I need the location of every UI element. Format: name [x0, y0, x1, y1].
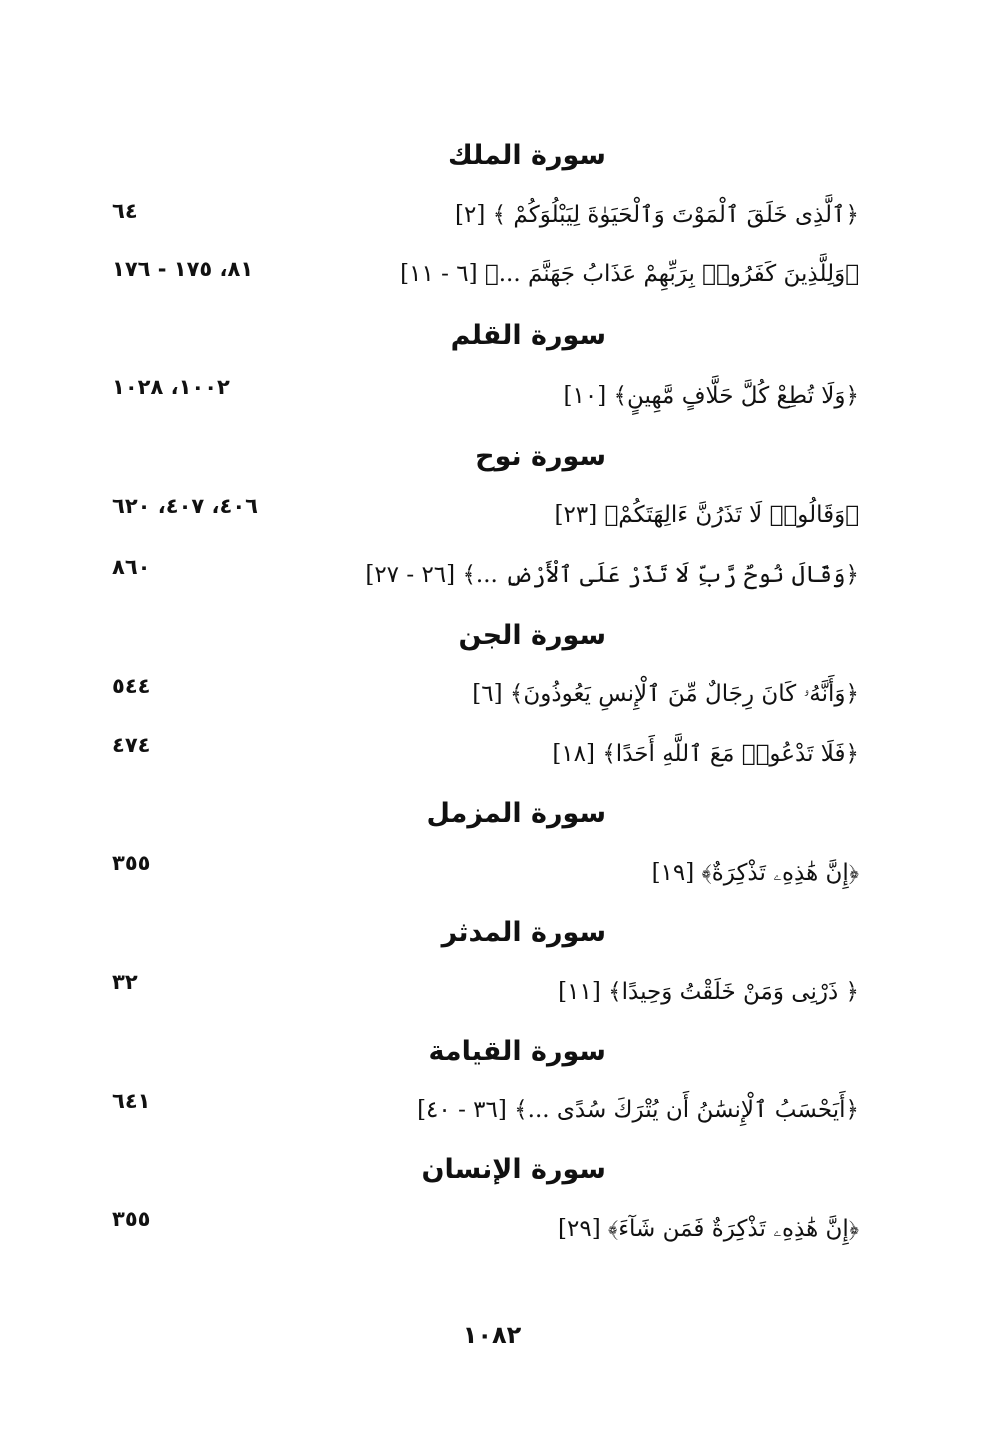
page-references: ٦٤	[112, 199, 138, 223]
surah-heading: سورة الإنسان	[421, 1154, 606, 1185]
surah-heading: سورة المزمل	[426, 798, 606, 829]
verse-entry: ﴿وَلَا تُطِعْ كُلَّ حَلَّافٍ مَّهِينٍ﴾ [١٠]	[563, 383, 859, 409]
page-references: ١٠٠٢، ١٠٢٨	[112, 375, 230, 399]
verse-entry: ﴿وَقَالَ نُوحٌ رَّبِّ لَا تَذَرْ عَلَى ٱلْأَرْضِ ...﴾ [٢٦ - ٢٧]	[365, 562, 859, 588]
page-references: ٦٤١	[112, 1089, 151, 1113]
surah-heading: سورة المدثر	[441, 917, 606, 948]
page-references: ٣٢	[112, 970, 138, 994]
page-references: ٤٧٤	[112, 733, 151, 757]
verse-entry: ﴿إِنَّ هَٰذِهِۦ تَذْكِرَةٌ﴾ [١٩]	[651, 860, 859, 886]
verse-entry: ﴿وَلِلَّذِينَ كَفَرُوا۟ بِرَبِّهِمْ عَذَابُ جَهَنَّمَ ...﴾ [٦ - ١١]	[400, 261, 859, 287]
surah-heading: سورة القلم	[450, 320, 606, 351]
surah-heading: سورة نوح	[475, 441, 606, 472]
verse-entry: ﴿إِنَّ هَٰذِهِۦ تَذْكِرَةٌ فَمَن شَآءَ﴾ [٢٩]	[558, 1216, 859, 1242]
surah-heading: سورة الملك	[447, 140, 606, 171]
verse-entry: ﴿ٱلَّذِى خَلَقَ ٱلْمَوْتَ وَٱلْحَيَوٰةَ لِيَبْلُوَكُمْ ﴾ [٢]	[455, 202, 859, 228]
page-number: ١٠٨٢	[462, 1321, 522, 1349]
page-references: ٨١، ١٧٥ - ١٧٦	[112, 257, 254, 281]
page-references: ٤٠٦، ٤٠٧، ٦٢٠	[112, 494, 258, 518]
surah-heading: سورة الجن	[458, 620, 606, 651]
verse-entry: ﴿وَقَالُوا۟ لَا تَذَرُنَّ ءَالِهَتَكُمْ﴾ [٢٣]	[554, 502, 859, 528]
verse-entry: ﴿ ذَرْنِى وَمَنْ خَلَقْتُ وَحِيدًا﴾ [١١]	[558, 979, 859, 1005]
verse-entry: ﴿وَأَنَّهُۥ كَانَ رِجَالٌ مِّنَ ٱلْإِنسِ يَعُوذُونَ﴾ [٦]	[472, 681, 859, 707]
page-references: ٣٥٥	[112, 1207, 151, 1231]
page-references: ٨٦٠	[112, 555, 151, 579]
surah-heading: سورة القيامة	[428, 1036, 606, 1067]
page-references: ٥٤٤	[112, 674, 151, 698]
verse-entry: ﴿أَيَحْسَبُ ٱلْإِنسَٰنُ أَن يُتْرَكَ سُدًى ...﴾ [٣٦ - ٤٠]	[417, 1097, 859, 1123]
verse-entry: ﴿فَلَا تَدْعُوا۟ مَعَ ٱللَّهِ أَحَدًا﴾ [١٨]	[552, 741, 859, 767]
page-references: ٣٥٥	[112, 851, 151, 875]
